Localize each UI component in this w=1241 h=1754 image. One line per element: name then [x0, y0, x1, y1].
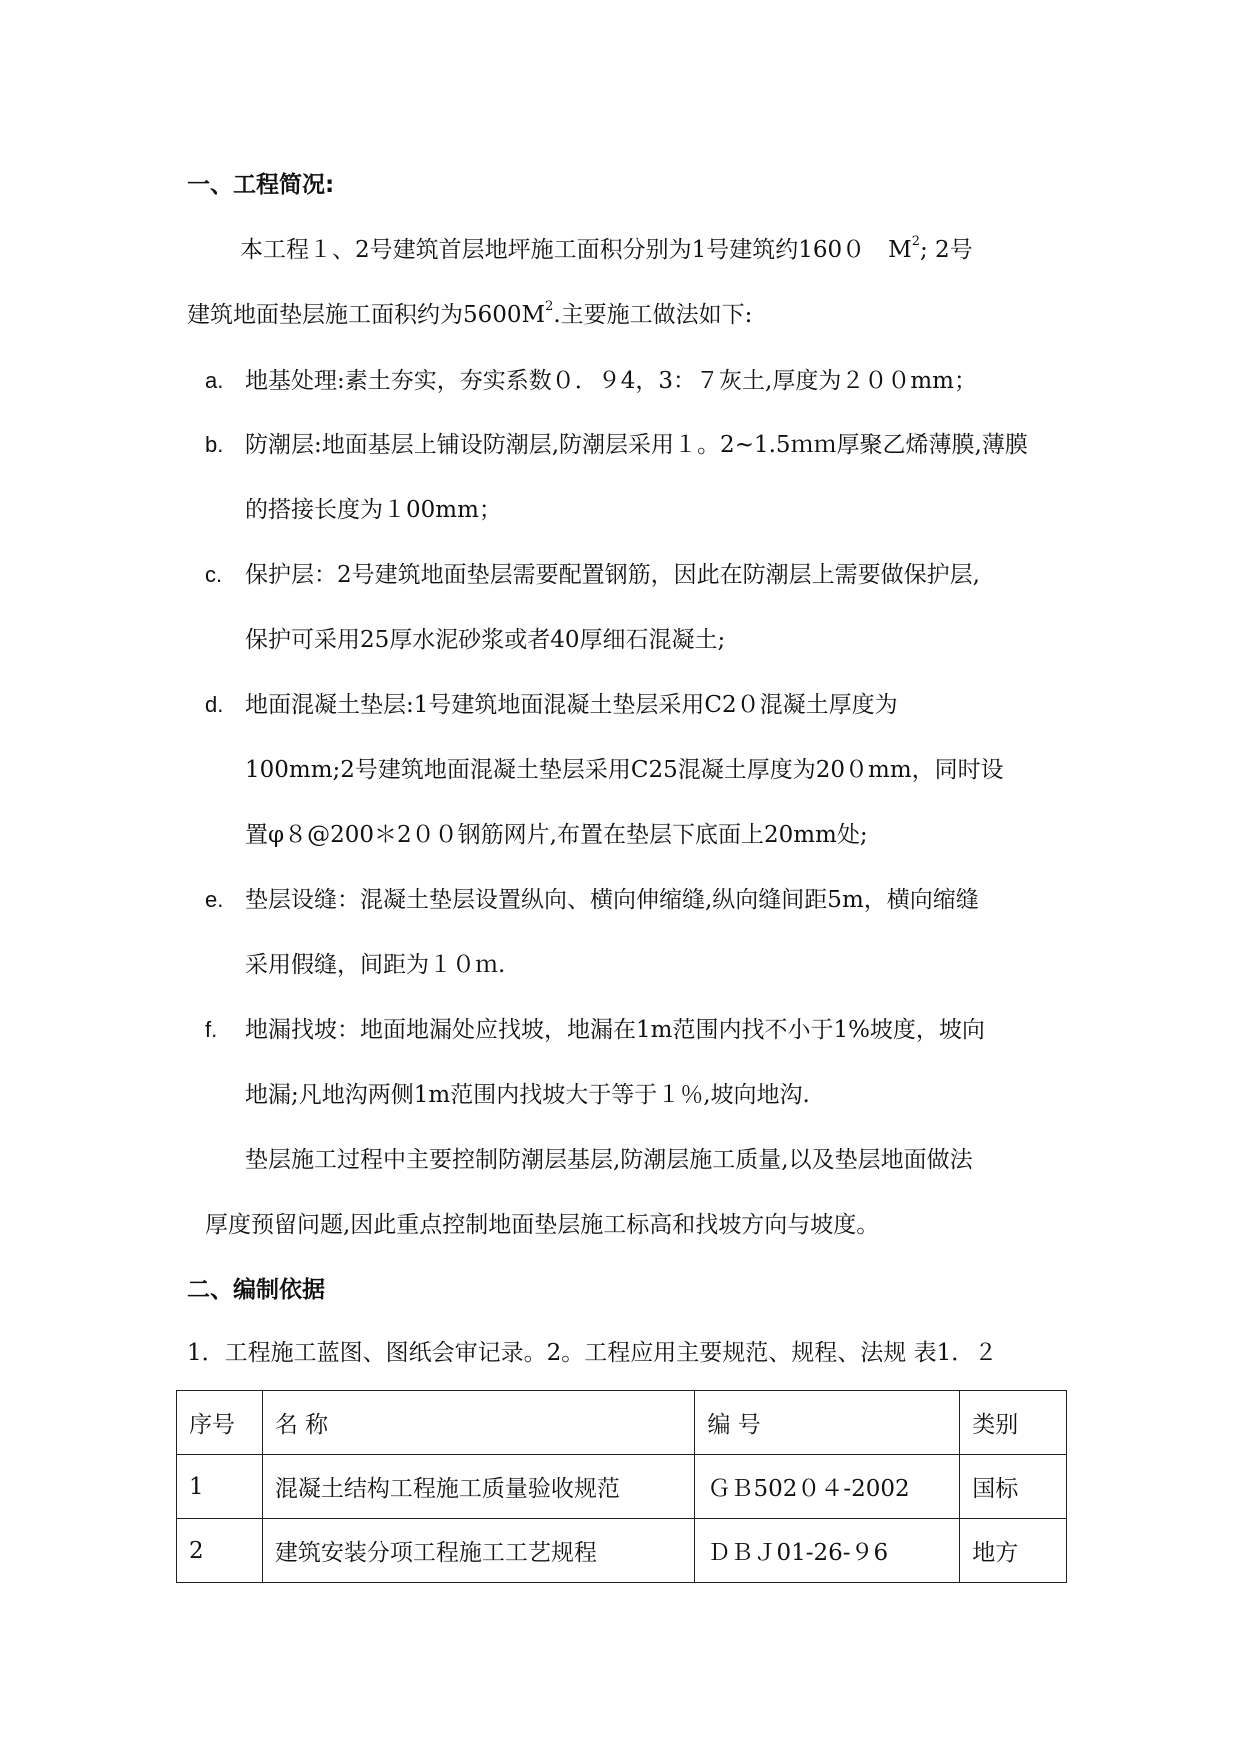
list-item-b-line-1: 防潮层:地面基层上铺设防潮层,防潮层采用１。2~1.5ｍｍ厚聚乙烯薄膜,薄膜 — [245, 432, 1028, 458]
summary-line-2: 厚度预留问题,因此重点控制地面垫层施工标高和找坡方向与坡度。 — [205, 1212, 880, 1238]
table-cell: 建筑安装分项工程施工工艺规程 — [262, 1519, 695, 1583]
table-cell: ＤＢＪ01-26-９6 — [695, 1519, 960, 1583]
list-item-a-line-1: 地基处理:素土夯实，夯实系数０．９4，3：７灰土,厚度为２００mm； — [245, 368, 977, 394]
list-item-d-line-3: 置φ８@200＊2００钢筋网片,布置在垫层下底面上20mm处; — [245, 822, 868, 848]
list-marker-e: e. — [205, 887, 224, 912]
summary-line-1: 垫层施工过程中主要控制防潮层基层,防潮层施工质量,以及垫层地面做法 — [245, 1147, 973, 1173]
list-item-e-line-2: 采用假缝，间距为１０ｍ. — [245, 952, 506, 978]
table-cell: 1 — [177, 1455, 263, 1519]
list-item-c-line-1: 保护层：2号建筑地面垫层需要配置钢筋，因此在防潮层上需要做保护层, — [245, 562, 980, 588]
list-marker-d: d. — [205, 692, 224, 717]
intro-paragraph-line-2: 建筑地面垫层施工面积约为$5600M^2$.主要施工做法如下: — [187, 299, 753, 328]
list-marker-b: b. — [205, 432, 224, 457]
list-marker-c: c. — [205, 562, 223, 587]
list-item-e-line-1: 垫层设缝：混凝土垫层设置纵向、横向伸缩缝,纵向缝间距5m，横向缩缝 — [245, 887, 979, 913]
list-item-d-line-1: 地面混凝土垫层:1号建筑地面混凝土垫层采用C2０混凝土厚度为 — [245, 692, 898, 718]
section-1-heading: 一、工程简况: — [187, 172, 335, 198]
intro-paragraph-line-1: 本工程１、2号建筑首层地坪施工面积分别为1号建筑约160０ $М^2$; 2号 — [240, 234, 973, 263]
list-item-c-line-2: 保护可采用25厚水泥砂浆或者40厚细石混凝土; — [245, 627, 726, 653]
table-cell: ＧＢ502０４-2002 — [695, 1455, 960, 1519]
table-header-cell: 编 号 — [695, 1391, 960, 1455]
list-marker-a: a. — [205, 368, 224, 393]
list-item-b-line-2: 的搭接长度为１00mm； — [245, 497, 502, 523]
list-item-f-line-1: 地漏找坡：地面地漏处应找坡，地漏在1m范围内找不小于1%坡度，坡向 — [245, 1017, 985, 1043]
table-header-cell: 序号 — [177, 1391, 263, 1455]
specification-table — [176, 1390, 1067, 1583]
section-2-heading: 二、编制依据 — [187, 1277, 325, 1303]
list-item-f-line-2: 地漏;凡地沟两侧1m范围内找坡大于等于１％,坡向地沟. — [245, 1082, 810, 1108]
table-cell: 国标 — [960, 1455, 1067, 1519]
table-cell: 混凝土结构工程施工质量验收规范 — [262, 1455, 695, 1519]
table-header-row — [177, 1391, 1067, 1455]
list-item-d-line-2: 100mm;2号建筑地面混凝土垫层采用C25混凝土厚度为20０mm，同时设 — [245, 757, 1004, 783]
table-cell: 地方 — [960, 1519, 1067, 1583]
list-marker-f: f. — [205, 1017, 218, 1042]
table-header-cell: 名 称 — [262, 1391, 695, 1455]
table-row — [177, 1519, 1067, 1583]
basis-line: 1．工程施工蓝图、图纸会审记录。2。工程应用主要规范、规程、法规 表1．２ — [187, 1340, 998, 1366]
table-row — [177, 1455, 1067, 1519]
table-cell: 2 — [177, 1519, 263, 1583]
table-header-cell: 类别 — [960, 1391, 1067, 1455]
